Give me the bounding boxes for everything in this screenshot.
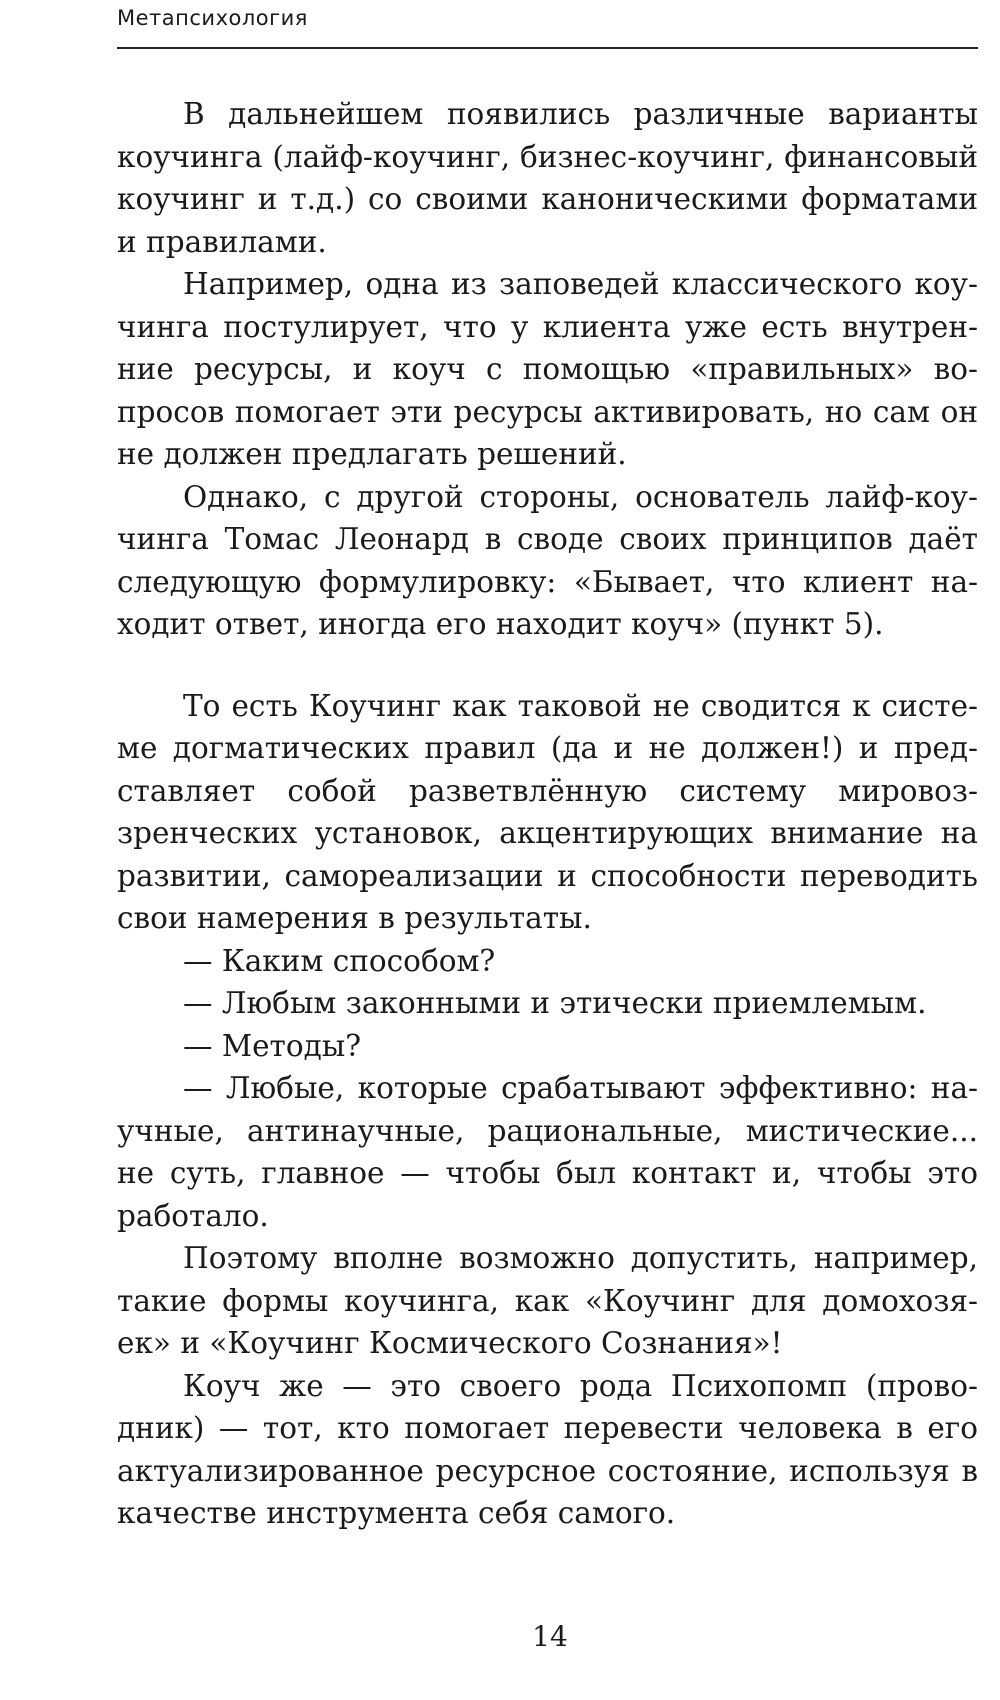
paragraph-coaching-variants: В дальнейшем появились различные варианты коучинга (лайф-коучинг, бизнес-коучинг, финансовый коучинг и т.д.) со своими каноническими форматами и правилами. bbox=[117, 97, 978, 259]
paragraph-classic-commandment: Например, одна из заповедей классического коучинга постулирует, что у клиента уже есть внутренние ресурсы, и коуч с помощью «правильных» вопросов помогает эти ресурсы активировать, но сам он не должен предлагать решений. bbox=[117, 267, 978, 471]
page-number: 14 bbox=[532, 1620, 568, 1653]
header-rule bbox=[117, 47, 978, 49]
dialogue-line-answer-any: — Любые, которые срабатывают эффективно: научные, антинаучные, рациональные, мистические... не суть, главное — чтобы был контакт и, чтобы это работало. bbox=[117, 1071, 978, 1233]
dialogue-line-question-methods: — Методы? bbox=[183, 1028, 362, 1063]
dialogue-line-question-method: — Каким способом? bbox=[183, 943, 496, 978]
paragraph-psychopomp: Коуч же — это своего рода Психопомп (проводник) — тот, кто помогает перевести человека в его актуализированное ресурсное состояние, используя в качестве инструмента себя самого. bbox=[117, 1368, 978, 1530]
running-head-title: Метапсихология bbox=[117, 6, 308, 30]
body-text bbox=[117, 93, 978, 1535]
paragraph-coaching-forms: Поэтому вполне возможно допустить, например, такие формы коучинга, как «Коучинг для домохозяек» и «Коучинг Космического Сознания»! bbox=[117, 1241, 978, 1360]
paragraph-coaching-as-such: То есть Коучинг как таковой не сводится к системе догматических правил (да и не должен!) и представляет собой разветвлённую систему мировоззренческих установок, акцентирующих внимание на развитии, самореализации и способности переводить свои намерения в результаты. bbox=[117, 688, 978, 935]
dialogue-line-answer-lawful: — Любым законными и этически приемлемым. bbox=[183, 986, 927, 1020]
paragraph-thomas-leonard: Однако, с другой стороны, основатель лайф-коучинга Томас Леонард в своде своих принципов даёт следующую формулировку: «Бывает, что клиент находит ответ, иногда его находит коуч» (пункт 5). bbox=[117, 479, 978, 641]
